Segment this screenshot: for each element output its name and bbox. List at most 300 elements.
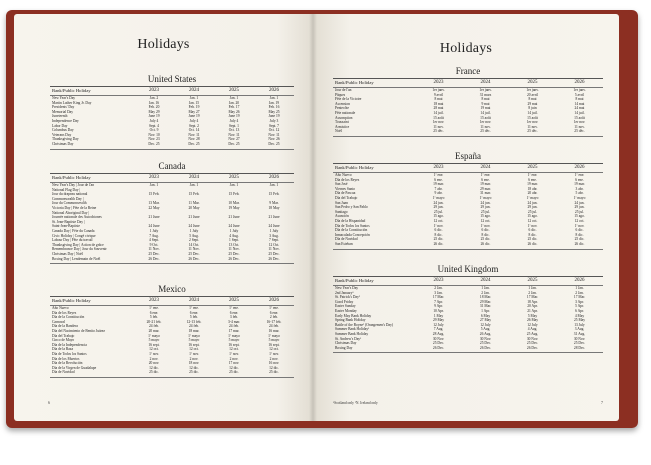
column-header-year: 2026 bbox=[269, 88, 279, 93]
table-header bbox=[333, 79, 603, 88]
holiday-name: Viernes Santo bbox=[335, 186, 356, 191]
holiday-name: Pentecôte bbox=[335, 106, 349, 111]
holiday-name: Noël bbox=[335, 129, 342, 134]
holiday-name: San José bbox=[335, 182, 348, 187]
holiday-date: 1º ene. bbox=[574, 173, 585, 177]
holiday-date: 12 dic. bbox=[269, 365, 279, 370]
holiday-date: 2 nov. bbox=[229, 356, 239, 361]
holiday-name: Día del Trabajo bbox=[52, 333, 75, 338]
country-heading: España bbox=[455, 151, 481, 161]
holiday-date: 8 dic. bbox=[528, 232, 537, 237]
holiday-date: 15 ago. bbox=[527, 214, 538, 219]
holiday-name: Easter Monday bbox=[335, 308, 357, 313]
holiday-date: 1 May bbox=[433, 313, 444, 318]
holiday-date: 8 dic. bbox=[481, 232, 490, 237]
holiday-date: 20 mar. bbox=[148, 328, 160, 333]
holiday-date: Jan. 1 bbox=[229, 183, 239, 187]
holiday-date: 12-13 feb. bbox=[186, 319, 202, 324]
holiday-name: Día de Pascua bbox=[335, 191, 356, 196]
holiday-date: 10 Apr. bbox=[433, 308, 444, 313]
holiday-date: 1º mayo bbox=[188, 333, 200, 338]
holiday-name: Día de la Constitución bbox=[335, 228, 368, 233]
holiday-date: 7 Apr. bbox=[434, 299, 443, 304]
table-row bbox=[333, 242, 603, 247]
holiday-date: 29 mar. bbox=[480, 186, 491, 191]
holiday-date: 3 Jan. bbox=[434, 290, 443, 295]
holiday-date: 6 Apr. bbox=[575, 308, 584, 313]
holiday-date: 1º ene. bbox=[269, 306, 279, 310]
holiday-name: Boxing Day | Lendemain de Noël bbox=[52, 256, 101, 261]
holiday-date: 1º mayo bbox=[268, 333, 280, 338]
holiday-date: 19 mai bbox=[480, 106, 491, 111]
table-bottom-rule bbox=[333, 352, 603, 353]
holiday-name: Día de los Reyes bbox=[52, 310, 77, 315]
holiday-date: 25 jul. bbox=[574, 209, 585, 214]
holiday-date: 9 Mar. bbox=[269, 201, 279, 206]
holiday-name: Spring Bank Holiday bbox=[335, 318, 366, 323]
holiday-date: Oct. 12 bbox=[268, 128, 280, 133]
country-heading: Canada bbox=[158, 161, 186, 171]
holiday-date: 1 July bbox=[149, 228, 159, 233]
holiday-date: 6 ene. bbox=[189, 310, 199, 315]
holiday-date: 4 May bbox=[574, 313, 585, 318]
holiday-date: 24 mai bbox=[574, 106, 585, 111]
holiday-date: 20 avril bbox=[526, 92, 539, 97]
holiday-date: 26 dic. bbox=[433, 241, 444, 246]
holiday-name: Victoria Day | Fête de la Reine bbox=[52, 205, 97, 210]
holiday-date: May 29 bbox=[148, 109, 160, 114]
holiday-name: Jour du drapeau national bbox=[52, 192, 88, 197]
holiday-date: 5 feb. bbox=[149, 315, 159, 320]
column-header-year: 2025 bbox=[527, 80, 538, 85]
holiday-date: 31 mar. bbox=[480, 191, 491, 196]
holiday-date: 15 ago. bbox=[480, 214, 491, 219]
holiday-date: 12 oct. bbox=[527, 218, 538, 223]
holiday-date: 1º ene. bbox=[480, 173, 491, 177]
holiday-date: 25 May bbox=[573, 318, 586, 323]
holiday-name: Veterans Day bbox=[52, 132, 72, 137]
holiday-name: Thanksgiving Day bbox=[52, 137, 79, 142]
holiday-date: 30 Nov. bbox=[526, 336, 539, 341]
holiday-date: 3 abr. bbox=[575, 186, 584, 191]
holiday-date: 7 Sept. bbox=[269, 238, 279, 243]
holiday-date: Feb. 16 bbox=[268, 105, 280, 110]
table-row bbox=[333, 346, 603, 351]
holiday-name: Presidents' Day bbox=[52, 105, 75, 110]
holiday-date: 1º mayo bbox=[526, 195, 539, 200]
holiday-date: 14 mai bbox=[574, 101, 585, 106]
holiday-date: 1º ene. bbox=[229, 306, 239, 310]
holiday-name: San Esteban bbox=[335, 241, 353, 246]
holiday-date: 25 dic. bbox=[574, 237, 585, 242]
holiday-date: 1er nov. bbox=[573, 120, 586, 125]
table-header bbox=[333, 164, 603, 173]
holiday-date: 12 oct. bbox=[229, 347, 239, 352]
column-header-year: 2025 bbox=[527, 165, 538, 170]
holiday-date: Jan. 1 bbox=[189, 183, 199, 187]
holiday-name: Asunción bbox=[335, 214, 349, 219]
holiday-date: 1º mayo bbox=[432, 195, 445, 200]
holiday-name: Año Nuevo bbox=[335, 173, 352, 177]
holiday-date: 26 Aug. bbox=[479, 331, 492, 336]
holiday-name: Summer Bank Holiday¹ bbox=[335, 327, 370, 332]
holiday-date: 25 dic. bbox=[527, 237, 538, 242]
holiday-date: 15 août bbox=[527, 115, 538, 120]
holiday-date: Jan. 1 bbox=[269, 96, 279, 100]
holiday-date: 28 mai bbox=[433, 106, 444, 111]
holiday-name: Memorial Day bbox=[52, 109, 74, 114]
holiday-date: 3 Aug. bbox=[269, 233, 279, 238]
holiday-date: June 19 bbox=[148, 114, 160, 119]
holiday-name: New Year's Day | Jour de l'an bbox=[52, 183, 95, 187]
holiday-name: Día de los Muertos bbox=[52, 356, 80, 361]
holiday-name: San Pedro y San Pablo bbox=[335, 205, 368, 210]
holiday-name: Año Nuevo bbox=[52, 306, 69, 310]
page-number: 6 bbox=[48, 400, 50, 405]
holiday-date: 18 Mar. bbox=[479, 295, 492, 300]
holiday-date: 29 Mar. bbox=[479, 299, 492, 304]
holiday-date: 6 ene. bbox=[481, 177, 490, 182]
holiday-name: Early May Bank Holiday bbox=[335, 313, 372, 318]
holiday-date: June 19 bbox=[268, 114, 280, 119]
holiday-date: Sept. 7 bbox=[269, 123, 279, 128]
holiday-name: Día de la Virgen de Guadalupe bbox=[52, 365, 97, 370]
holiday-date: 22 May bbox=[148, 205, 160, 210]
holiday-date: 16 mar. bbox=[268, 328, 280, 333]
holiday-date: 2 nov. bbox=[269, 356, 279, 361]
holiday-date: July 4 bbox=[229, 118, 239, 123]
holiday-table-france bbox=[333, 66, 603, 137]
holiday-name: Día de la Independencia bbox=[52, 342, 87, 347]
holiday-date: 16 sept. bbox=[268, 342, 280, 347]
holiday-name: Día de Todos los Santos bbox=[52, 351, 87, 356]
table-header bbox=[333, 277, 603, 286]
holiday-table-mexico bbox=[50, 284, 294, 378]
holiday-date: 6 ene. bbox=[434, 177, 443, 182]
holiday-date: 25 Dec. bbox=[526, 341, 539, 346]
holiday-name: Fête nationale bbox=[335, 110, 356, 115]
holiday-name: San Juan bbox=[335, 200, 348, 205]
holiday-name: St. Patrick's Day² bbox=[335, 295, 360, 300]
holiday-date: July 4 bbox=[149, 118, 159, 123]
holiday-date: 9 Apr. bbox=[434, 304, 443, 309]
holiday-date: 1 Jan. bbox=[528, 286, 537, 290]
holiday-date: 5 Apr. bbox=[575, 304, 584, 309]
holiday-date: 24 June bbox=[188, 224, 200, 229]
holiday-date: Jan. 1 bbox=[149, 183, 159, 187]
holiday-date: 24 jun. bbox=[433, 200, 444, 205]
holiday-date: 12 oct. bbox=[189, 347, 199, 352]
holiday-date: 18 abr. bbox=[527, 186, 538, 191]
holiday-date: 7 Aug. bbox=[433, 327, 444, 332]
holiday-date: 26 dic. bbox=[480, 241, 491, 246]
holiday-date: 12 July bbox=[480, 322, 491, 327]
holiday-date: 26 Dec. bbox=[148, 256, 160, 261]
holiday-date: Feb. 19 bbox=[188, 105, 200, 110]
table-bottom-rule bbox=[50, 149, 294, 150]
holiday-date: 12 oct. bbox=[574, 218, 585, 223]
table-body bbox=[50, 96, 294, 147]
holiday-date: Nov. 27 bbox=[228, 137, 240, 142]
holiday-name: Día de la Revolución bbox=[52, 361, 83, 366]
holiday-date: 1º ene. bbox=[433, 173, 444, 177]
holiday-date: 24 feb. bbox=[189, 324, 199, 329]
holiday-date: Nov. 28 bbox=[188, 137, 200, 142]
holiday-date: 6 dic. bbox=[434, 228, 443, 233]
holiday-date: 20-21 feb. bbox=[146, 319, 162, 324]
page-title: Holidays bbox=[137, 37, 190, 52]
holiday-date: 1º nov. bbox=[433, 223, 444, 228]
column-header-year: 2023 bbox=[149, 175, 159, 180]
holiday-date: 12 oct. bbox=[433, 218, 444, 223]
holiday-name: Civic Holiday | Congé civique bbox=[52, 233, 96, 238]
holiday-date: 6 ene. bbox=[269, 310, 279, 315]
holiday-date: Feb. 20 bbox=[148, 105, 160, 110]
holiday-name: Fête de la Victoire bbox=[335, 97, 362, 102]
holiday-date: 12 July bbox=[527, 322, 538, 327]
table-body bbox=[333, 88, 603, 134]
column-header-year: 2023 bbox=[149, 88, 159, 93]
holiday-date: 25 Dec. bbox=[479, 341, 492, 346]
holiday-date: 14 Oct. bbox=[188, 242, 200, 247]
holiday-date: 12 oct. bbox=[149, 347, 159, 352]
holiday-date: Jan. 19 bbox=[268, 100, 280, 105]
holiday-date: Dec. 25 bbox=[268, 141, 280, 146]
holiday-date: 16 nov. bbox=[268, 361, 280, 366]
holiday-date: 26 Dec. bbox=[432, 345, 445, 350]
holiday-date: 16 sept. bbox=[188, 342, 200, 347]
holiday-date: 8 dic. bbox=[575, 232, 584, 237]
holiday-date: 6 ene. bbox=[528, 177, 537, 182]
holiday-date: 24 June bbox=[228, 224, 240, 229]
holiday-date: 21 June bbox=[148, 215, 160, 220]
holiday-date: 1º nov. bbox=[527, 223, 538, 228]
holiday-date: Nov. 23 bbox=[148, 137, 160, 142]
holiday-name: New Year's Day bbox=[335, 286, 359, 290]
holiday-date: 5 May bbox=[527, 313, 538, 318]
holiday-date: 2 feb. bbox=[269, 315, 279, 320]
holiday-date: 26 May bbox=[526, 318, 539, 323]
holiday-date: 1º nov. bbox=[480, 223, 491, 228]
holiday-date: 1º mayo bbox=[148, 333, 160, 338]
holiday-date: 16 sept. bbox=[148, 342, 160, 347]
holiday-date: Feb. 17 bbox=[228, 105, 240, 110]
holiday-date: July 3 bbox=[269, 118, 279, 123]
holiday-date: 1 Jan. bbox=[481, 286, 490, 290]
holiday-date: 14 juil. bbox=[527, 110, 538, 115]
holiday-date: 25 Dec. bbox=[432, 341, 445, 346]
column-header-year: 2024 bbox=[480, 80, 491, 85]
holiday-name: Día de la Constitución bbox=[52, 315, 85, 320]
holiday-date: 21 June bbox=[268, 215, 280, 220]
holiday-date: 12 dic. bbox=[229, 365, 239, 370]
holiday-date: 2 nov. bbox=[189, 356, 199, 361]
holiday-date: 15 Feb. bbox=[148, 192, 160, 197]
holiday-date: 26 Dec. bbox=[188, 256, 200, 261]
holiday-name: 2nd January¹ bbox=[335, 290, 354, 295]
holiday-name: Christmas Day bbox=[335, 341, 357, 346]
holiday-date: Nov. 11 bbox=[188, 132, 200, 137]
holiday-date: 5 feb. bbox=[189, 315, 199, 320]
column-header-holiday: Bank/Public Holiday bbox=[52, 298, 91, 303]
holiday-table-espana bbox=[333, 151, 603, 250]
holiday-name: Juneteenth bbox=[52, 114, 68, 119]
column-header-year: 2025 bbox=[229, 298, 239, 303]
holiday-date: 24 jun. bbox=[527, 200, 538, 205]
holiday-date: 1er janv. bbox=[526, 88, 539, 92]
holiday-date: 12 oct. bbox=[269, 347, 279, 352]
holiday-date: 18 May bbox=[268, 205, 280, 210]
holiday-name: Jour de l'an bbox=[335, 88, 352, 92]
holiday-date: 25 jul. bbox=[433, 209, 444, 214]
table-bottom-rule bbox=[50, 377, 294, 378]
column-header-holiday: Bank/Public Holiday bbox=[335, 165, 374, 170]
holiday-date: 3 feb. bbox=[229, 315, 239, 320]
country-heading: United Kingdom bbox=[437, 264, 499, 274]
holiday-name: St. Andrew's Day¹ bbox=[335, 336, 362, 341]
holiday-date: 29 May bbox=[432, 318, 445, 323]
holiday-name: Pâques bbox=[335, 92, 346, 97]
holiday-date: 18 nov. bbox=[188, 361, 200, 366]
column-header-year: 2023 bbox=[149, 298, 159, 303]
holiday-date: 11 nov. bbox=[527, 124, 538, 129]
holiday-date: 2 Sept. bbox=[189, 238, 199, 243]
holiday-name: Good Friday bbox=[335, 299, 354, 304]
country-heading: Mexico bbox=[158, 284, 186, 294]
column-header-holiday: Bank/Public Holiday bbox=[335, 80, 374, 85]
holiday-date: 15 août bbox=[433, 115, 444, 120]
holiday-date: 25 déc. bbox=[574, 129, 585, 134]
holiday-date: 8 dic. bbox=[434, 232, 443, 237]
holiday-date: 9 mai bbox=[481, 101, 490, 106]
table-bottom-rule bbox=[333, 136, 603, 137]
holiday-date: 25 jul. bbox=[527, 209, 538, 214]
holiday-date: 25 dic. bbox=[149, 370, 159, 375]
column-header-year: 2024 bbox=[480, 165, 491, 170]
holiday-date: 25 déc. bbox=[527, 129, 538, 134]
holiday-name: Cinco de Mayo bbox=[52, 338, 75, 343]
holiday-date: 29 jun. bbox=[480, 205, 491, 210]
table-row bbox=[50, 257, 294, 262]
holiday-date: 2 Jan. bbox=[575, 290, 584, 295]
holiday-date: May 27 bbox=[188, 109, 200, 114]
country-heading: France bbox=[455, 66, 481, 76]
holiday-date: 24 jun. bbox=[480, 200, 491, 205]
holiday-date: 27 May bbox=[479, 318, 492, 323]
holiday-name: Labor Day bbox=[52, 123, 68, 128]
holiday-date: 1º mayo bbox=[573, 195, 586, 200]
holiday-date: 1 Jan. bbox=[575, 286, 584, 290]
holiday-date: 13 Mar. bbox=[148, 201, 160, 206]
holiday-date: 9 avril bbox=[433, 92, 444, 97]
holiday-date: 1 July bbox=[189, 228, 199, 233]
column-header-year: 2023 bbox=[433, 278, 444, 283]
holiday-date: 16 sept. bbox=[228, 342, 240, 347]
holiday-name: Journée nationale des Autochtones bbox=[52, 215, 102, 220]
column-header-year: 2025 bbox=[229, 175, 239, 180]
holiday-date: 1º nov. bbox=[574, 223, 585, 228]
holiday-name: Día del Nacimiento de Benito Juárez bbox=[52, 328, 105, 333]
table-bottom-rule bbox=[50, 263, 294, 264]
holiday-date: 5 Aug. bbox=[189, 233, 199, 238]
holiday-date: 3-4 mar. bbox=[228, 319, 240, 324]
holiday-date: 14 juil. bbox=[574, 110, 585, 115]
holiday-name: Boxing Day bbox=[335, 345, 353, 350]
table-body bbox=[333, 173, 603, 247]
holiday-date: 10 Mar. bbox=[228, 201, 240, 206]
holiday-date: 11 Mar. bbox=[188, 201, 200, 206]
holiday-date: 25 dic. bbox=[229, 370, 239, 375]
column-header-year: 2026 bbox=[269, 175, 279, 180]
holiday-date: 11 nov. bbox=[433, 124, 444, 129]
column-header-year: 2024 bbox=[189, 175, 199, 180]
holiday-date: 24 June bbox=[268, 224, 280, 229]
holiday-date: 1er janv. bbox=[573, 88, 586, 92]
holiday-date: 9 Oct. bbox=[149, 242, 159, 247]
holiday-date: 28 Aug. bbox=[432, 331, 445, 336]
page-number: 7 bbox=[601, 400, 603, 405]
holiday-date: 5 Aug. bbox=[480, 327, 491, 332]
holiday-date: 1º mayo bbox=[228, 333, 240, 338]
holiday-date: 25 Dec. bbox=[148, 251, 160, 256]
holiday-date: 14 juil. bbox=[433, 110, 444, 115]
holiday-name: Independence Day bbox=[52, 118, 79, 123]
holiday-date: 2 Jan. bbox=[528, 290, 537, 295]
holiday-date: 20 Apr. bbox=[527, 304, 538, 309]
column-header-holiday: Bank/Public Holiday bbox=[52, 88, 91, 93]
holiday-name: Saint-Jean-Baptiste bbox=[52, 224, 80, 229]
table-header bbox=[50, 174, 294, 183]
holiday-date: 2 Jan. bbox=[434, 286, 443, 290]
holiday-date: 7 abr. bbox=[434, 186, 443, 191]
holiday-date: Dec. 25 bbox=[148, 141, 160, 146]
holiday-date: 12 Oct. bbox=[268, 242, 280, 247]
holiday-date: Nov. 11 bbox=[268, 132, 280, 137]
holiday-name: Día de Navidad bbox=[52, 370, 75, 375]
holiday-date: 25 dic. bbox=[480, 237, 491, 242]
table-row bbox=[50, 142, 294, 147]
holiday-name: National Flag Day | bbox=[52, 187, 81, 192]
holiday-date: 1º nov. bbox=[189, 351, 199, 356]
holiday-date: 12 dic. bbox=[149, 365, 159, 370]
holiday-date: Dec. 25 bbox=[228, 141, 240, 146]
country-heading: United States bbox=[147, 74, 197, 84]
holiday-date: 15 Feb. bbox=[268, 192, 280, 197]
page-title: Holidays bbox=[439, 41, 493, 56]
table-header bbox=[50, 297, 294, 306]
holiday-date: 29 jun. bbox=[527, 205, 538, 210]
holiday-date: 28 Dec. bbox=[573, 345, 586, 350]
right-page bbox=[313, 14, 619, 421]
holiday-date: 1º ene. bbox=[189, 306, 199, 310]
holiday-date: 11 Nov. bbox=[228, 247, 240, 252]
holiday-date: 6 dic. bbox=[575, 228, 584, 233]
holiday-date: 25 dic. bbox=[433, 237, 444, 242]
holiday-date: 16-17 feb. bbox=[266, 319, 282, 324]
holiday-date: Jan. 2 bbox=[149, 96, 159, 100]
holiday-date: 30 Nov. bbox=[479, 336, 492, 341]
holiday-date: 26 Dec. bbox=[268, 256, 280, 261]
holiday-name: Día de la Hispanidad bbox=[335, 218, 366, 223]
holiday-name: Día de la Bandera bbox=[52, 324, 78, 329]
column-header-year: 2026 bbox=[269, 298, 279, 303]
holiday-name: Easter Sunday bbox=[335, 304, 356, 309]
column-header-year: 2024 bbox=[189, 298, 199, 303]
holiday-name: Thanksgiving Day | Action de grâce bbox=[52, 242, 104, 247]
holiday-date: Dec. 25 bbox=[188, 141, 200, 146]
column-header-year: 2026 bbox=[574, 80, 585, 85]
holiday-date: 19 mar. bbox=[433, 182, 444, 187]
